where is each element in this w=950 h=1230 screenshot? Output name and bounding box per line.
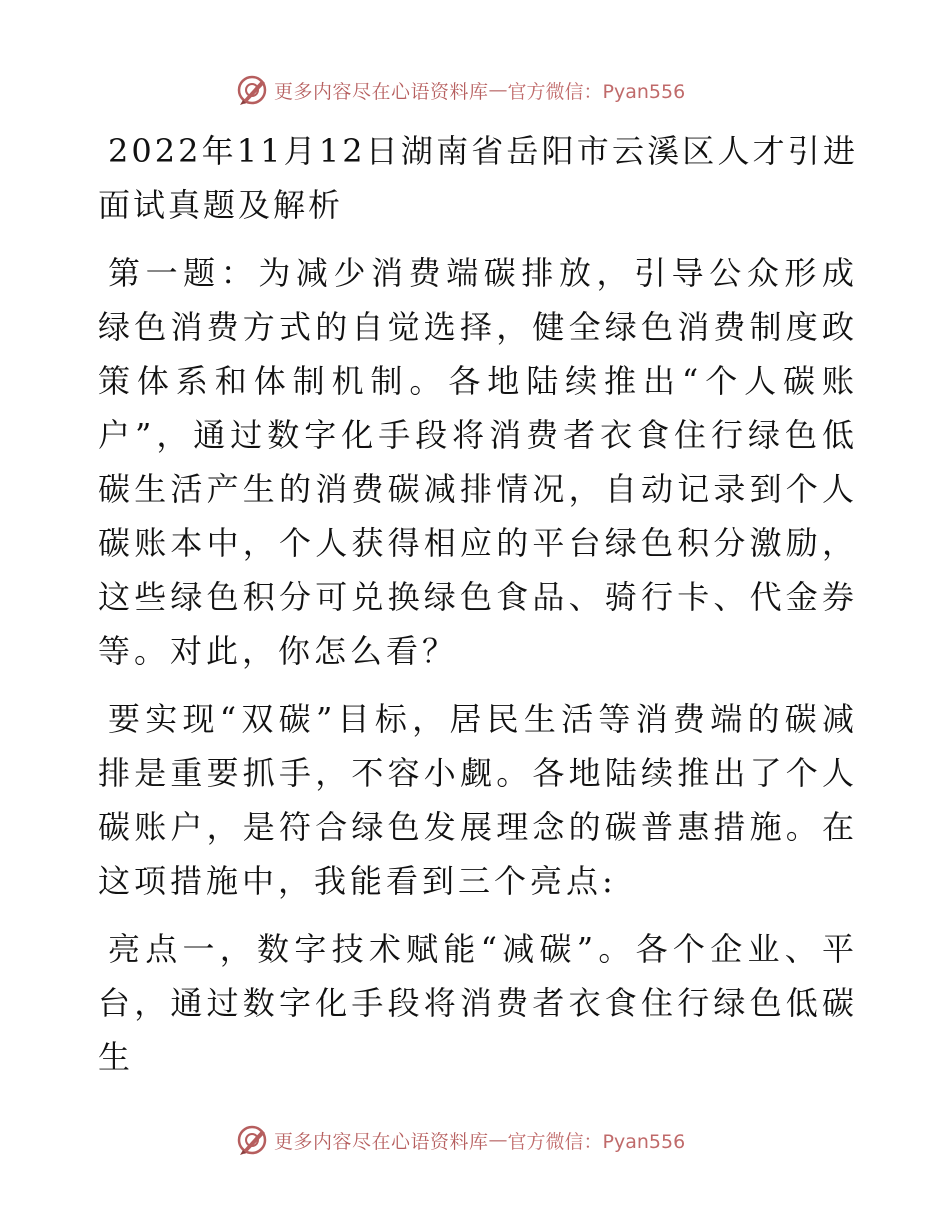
- header-watermark: [236, 72, 685, 108]
- watermark-dash: —: [488, 79, 508, 101]
- paragraph-highlight-one: 亮点一，数字技术赋能“减碳”。各个企业、平台，通过数字化手段将消费者衣食住行绿色低碳生: [98, 930, 858, 1076]
- watermark-dash: —: [488, 1129, 508, 1151]
- pen-logo-icon: [236, 1124, 268, 1156]
- watermark-contact: 官方微信：Pyan556: [507, 80, 686, 103]
- watermark-brand: 更多内容尽在心语资料库: [274, 80, 489, 103]
- watermark-brand: 更多内容尽在心语资料库: [274, 1130, 489, 1153]
- document-title: 2022年11月12日湖南省岳阳市云溪区人才引进面试真题及解析: [98, 132, 858, 224]
- paragraph-answer-intro: 要实现“双碳”目标，居民生活等消费端的碳减排是重要抓手，不容小觑。各地陆续推出了个人碳账户，是符合绿色发展理念的碳普惠措施。在这项措施中，我能看到三个亮点:: [98, 700, 858, 900]
- watermark-contact: 官方微信：Pyan556: [507, 1130, 686, 1153]
- footer-watermark: [236, 1122, 685, 1158]
- document-body: [98, 124, 858, 1098]
- paragraph-question-one: 第一题：为减少消费端碳排放，引导公众形成绿色消费方式的自觉选择，健全绿色消费制度政策体系和体制机制。各地陆续推出“个人碳账户”，通过数字化手段将消费者衣食住行绿色低碳生活产生的消费碳减排情况，自动记录到个人碳账本中，个人获得相应的平台绿色积分激励，这些绿色积分可兑换绿色食品、骑行卡、代金券等。对此，你怎么看？: [98, 254, 858, 670]
- pen-logo-icon: [236, 74, 268, 106]
